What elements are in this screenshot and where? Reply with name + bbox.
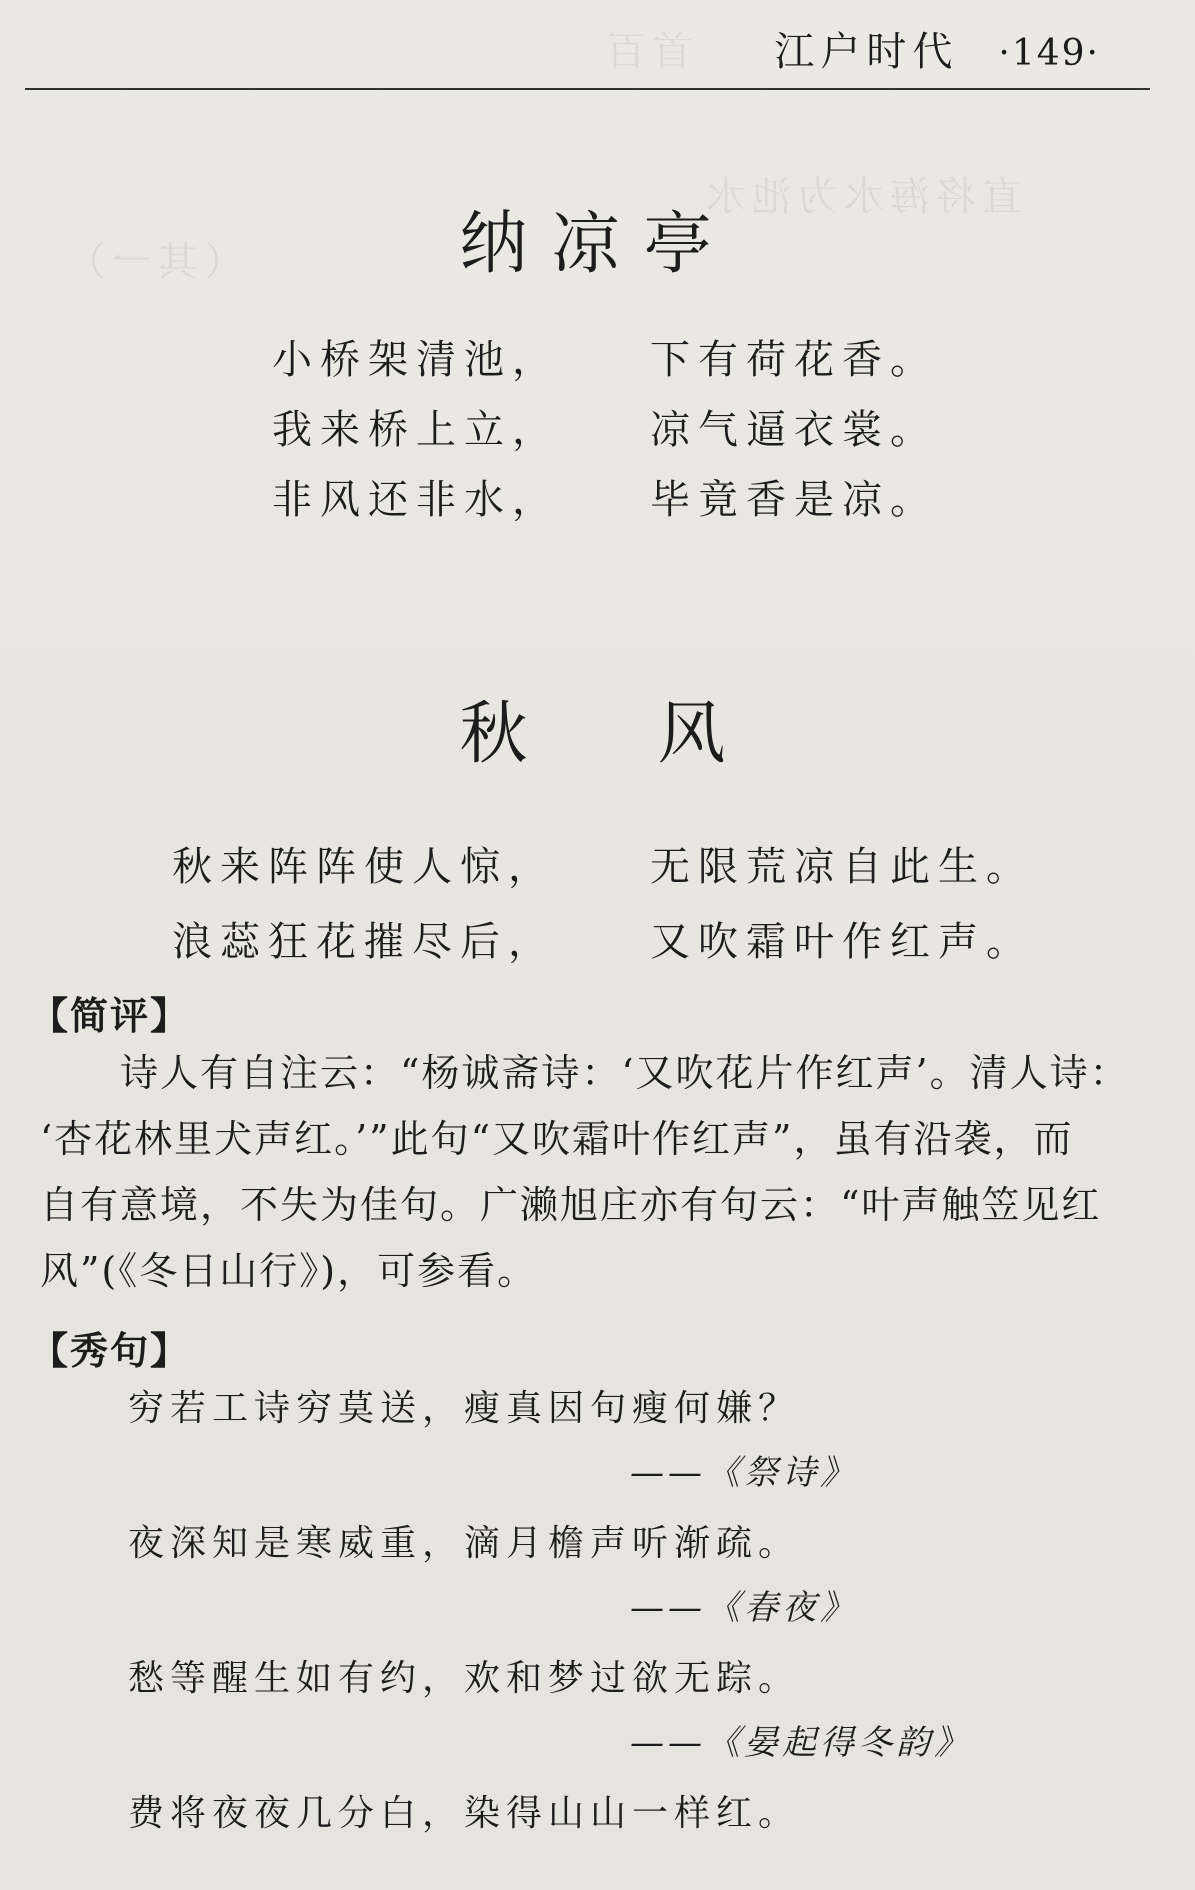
highlight-line: 夜深知是寒威重，滴月檐声听渐疏。 xyxy=(128,1523,801,1564)
highlight-source: ——《春夜》 xyxy=(630,1588,858,1628)
highlight-line: 费将夜夜几分白，染得山山一样红。 xyxy=(128,1793,801,1834)
verse-line: 又吹霜叶作红声。 xyxy=(650,919,1034,965)
highlight-line: 愁等醒生如有约，欢和梦过欲无踪。 xyxy=(128,1658,801,1699)
header-rule xyxy=(25,88,1150,90)
page-number: ·149· xyxy=(998,33,1100,74)
verse-line: 小桥架清池， xyxy=(272,337,560,383)
bleed-through-text: 首百 xyxy=(600,29,692,75)
verse-line: 我来桥上立， xyxy=(272,407,560,453)
section-label-review: 【简评】 xyxy=(30,994,191,1038)
review-line: 诗人有自注云：“杨诚斋诗：‘又吹花片作红声’。清人诗： xyxy=(120,1051,1130,1095)
highlight-source: ——《祭诗》 xyxy=(630,1453,858,1493)
review-line: 风”(《冬日山行》)，可参看。 xyxy=(40,1249,538,1293)
poem-title: 秋风 xyxy=(459,695,856,774)
review-line: ‘杏花林里犬声红。’”此句“又吹霜叶作红声”，虽有沿袭，而 xyxy=(40,1117,1074,1161)
verse-line: 浪蕊狂花摧尽后， xyxy=(172,919,556,965)
verse-line: 凉气逼衣裳。 xyxy=(650,407,938,453)
verse-line: 非风还非水， xyxy=(272,477,560,523)
bleed-through-text: 直将海水为池水 xyxy=(700,174,1022,220)
poem-title: 纳凉亭 xyxy=(459,205,736,284)
verse-line: 下有荷花香。 xyxy=(650,337,938,383)
section-label-highlights: 【秀句】 xyxy=(30,1329,191,1373)
verse-line: 秋来阵阵使人惊， xyxy=(172,844,556,890)
bleed-through-text: （其一） xyxy=(60,239,244,285)
running-header xyxy=(774,20,1100,77)
running-title: 江户时代 xyxy=(774,29,959,75)
highlight-source: ——《晏起得冬韵》 xyxy=(630,1723,972,1763)
verse-line: 毕竟香是凉。 xyxy=(650,477,938,523)
verse-line: 无限荒凉自此生。 xyxy=(650,844,1034,890)
review-line: 自有意境，不失为佳句。广濑旭庄亦有句云：“叶声触笠见红 xyxy=(40,1183,1102,1227)
review-paragraph xyxy=(40,1040,1160,1304)
highlight-line: 穷若工诗穷莫送，瘦真因句瘦何嫌？ xyxy=(128,1388,801,1429)
